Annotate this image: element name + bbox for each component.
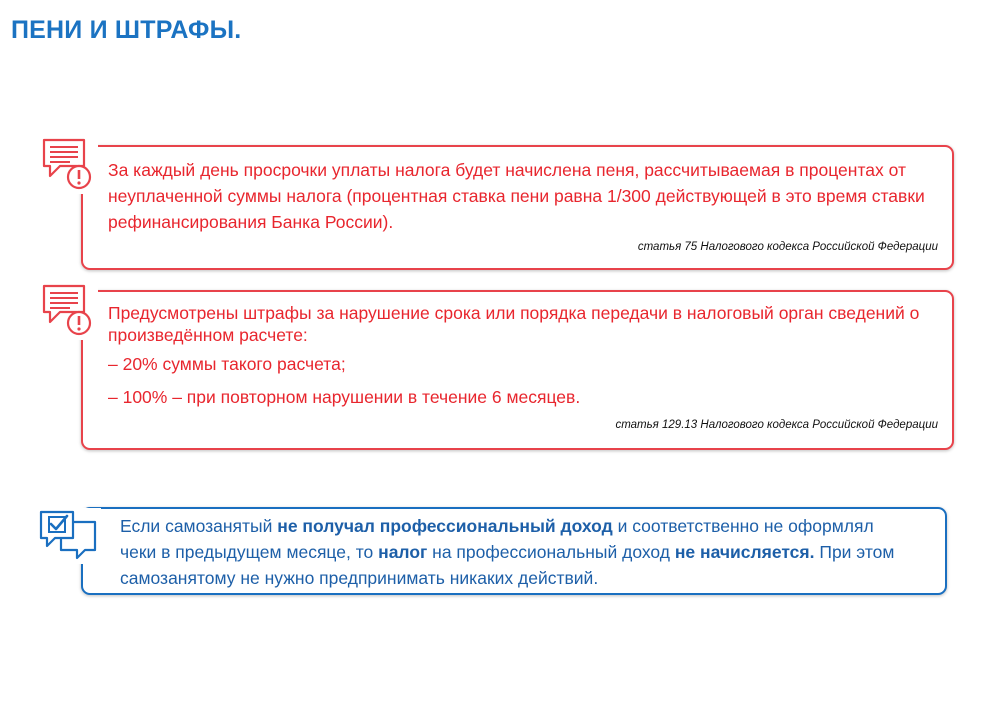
list-item: – 20% суммы такого расчета; <box>108 354 346 374</box>
chat-checkmark-icon <box>37 508 101 564</box>
fines-text: Предусмотрены штрафы за нарушение срока или порядка передачи в налоговый орган сведений о произведённом расчете: <box>108 303 920 345</box>
list-item: – 100% – при повторном нарушении в течение 6 месяцев. <box>108 387 581 407</box>
penalty-citation: статья 75 Налогового кодекса Российской Федерации <box>637 241 938 253</box>
penalty-text: За каждый день просрочки уплаты налога будет начислена пеня, рассчитываемая в процентах от неуплаченной суммы налога (процентная ставка пени равна 1/300 действующей в это время ставки рефинансирования Банка России). <box>108 160 925 232</box>
no-income-info-box <box>81 507 947 595</box>
penalty-info-box <box>81 145 954 270</box>
fines-info-box <box>81 290 954 450</box>
document-alert-icon <box>40 136 98 194</box>
document-alert-icon <box>40 282 98 340</box>
fines-citation: статья 129.13 Налогового кодекса Российской Федерации <box>615 419 938 431</box>
page-title: ПЕНИ И ШТРАФЫ. <box>11 16 242 44</box>
no-income-text: Если самозанятый не получал профессиональный доход и соответственно не оформлял чеки в предыдущем месяце, то налог на профессиональный доход не начисляется. При этом самозанятому не нужно предпринимать никаких действий. <box>120 516 895 588</box>
